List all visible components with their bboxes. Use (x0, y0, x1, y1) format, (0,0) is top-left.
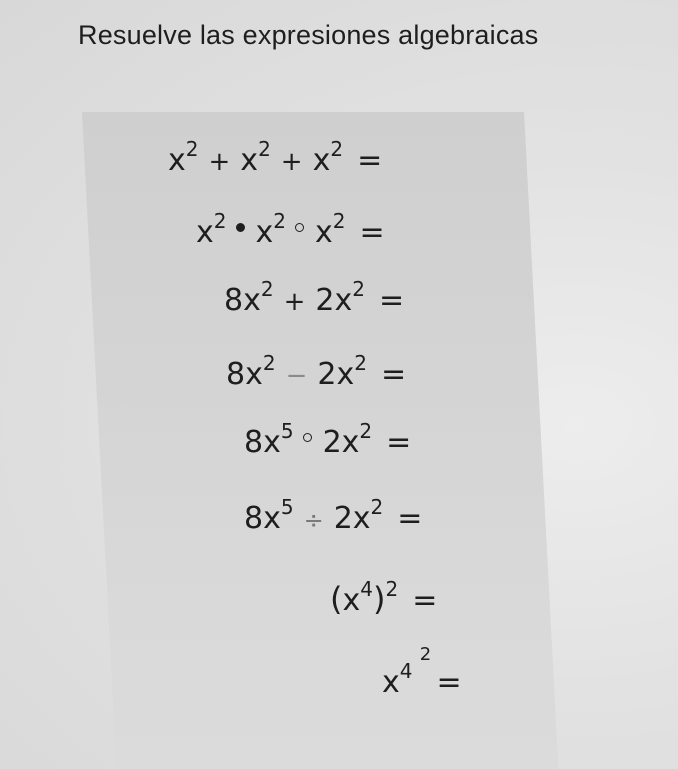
term: x (342, 583, 361, 618)
exponent: 4 (360, 577, 373, 601)
equals-sign: = (412, 583, 438, 618)
exponent: 2 (273, 209, 286, 233)
term: 2x (315, 283, 353, 318)
term: x (312, 143, 331, 178)
term: 8x (244, 501, 281, 536)
equals-sign: = (357, 143, 383, 178)
multiply-dot-icon (303, 433, 312, 442)
expression-1 (168, 137, 383, 178)
plus-operator: + (280, 147, 303, 177)
plus-operator: + (208, 147, 231, 177)
exponent: 2 (385, 577, 399, 601)
expression-7 (330, 577, 438, 618)
exponent: 2 (260, 277, 274, 301)
nested-exponent (399, 644, 432, 698)
expression-2 (196, 209, 385, 250)
multiply-dot-icon (295, 223, 304, 232)
exponent: 2 (354, 351, 367, 375)
term: 2x (333, 501, 371, 536)
plus-operator: + (283, 287, 306, 317)
exponent: 4 (399, 659, 413, 683)
exponent-of-exponent: 2 (419, 644, 432, 665)
division-operator: ÷ (303, 506, 324, 534)
term: 8x (244, 425, 281, 460)
term: x (196, 215, 214, 250)
open-parenthesis: ( (330, 580, 343, 618)
equals-sign: = (386, 425, 412, 460)
multiply-dot-icon (236, 223, 245, 232)
term: 2x (322, 425, 360, 460)
term: x (168, 143, 186, 178)
expression-4 (226, 351, 407, 392)
equals-sign: = (378, 283, 405, 318)
term: x (255, 215, 274, 250)
expression-5 (244, 419, 412, 460)
exponent: 5 (280, 495, 294, 519)
term: x (240, 143, 259, 178)
term: x (382, 665, 400, 700)
exponent: 2 (370, 495, 384, 519)
term: x (315, 215, 333, 250)
equals-sign: = (397, 501, 423, 536)
exponent: 5 (280, 419, 294, 443)
term: 8x (226, 357, 263, 392)
minus-operator: − (285, 361, 308, 391)
equals-sign: = (359, 215, 385, 250)
term: 2x (317, 357, 355, 392)
exponent: 2 (213, 209, 227, 233)
exponent: 2 (352, 277, 365, 301)
exponent: 2 (258, 137, 271, 161)
worksheet-title: Resuelve las expresiones algebraicas (78, 20, 539, 50)
expression-6 (244, 495, 423, 536)
close-parenthesis: ) (372, 580, 386, 618)
exponent: 2 (330, 137, 344, 161)
exponent: 2 (332, 209, 346, 233)
expression-3 (224, 277, 405, 318)
exponent: 2 (185, 137, 199, 161)
equals-sign: = (436, 665, 462, 700)
equals-sign: = (380, 357, 407, 392)
expression-8 (382, 644, 462, 700)
term: 8x (224, 283, 261, 318)
exponent: 2 (359, 419, 373, 443)
exponent: 2 (262, 351, 276, 375)
